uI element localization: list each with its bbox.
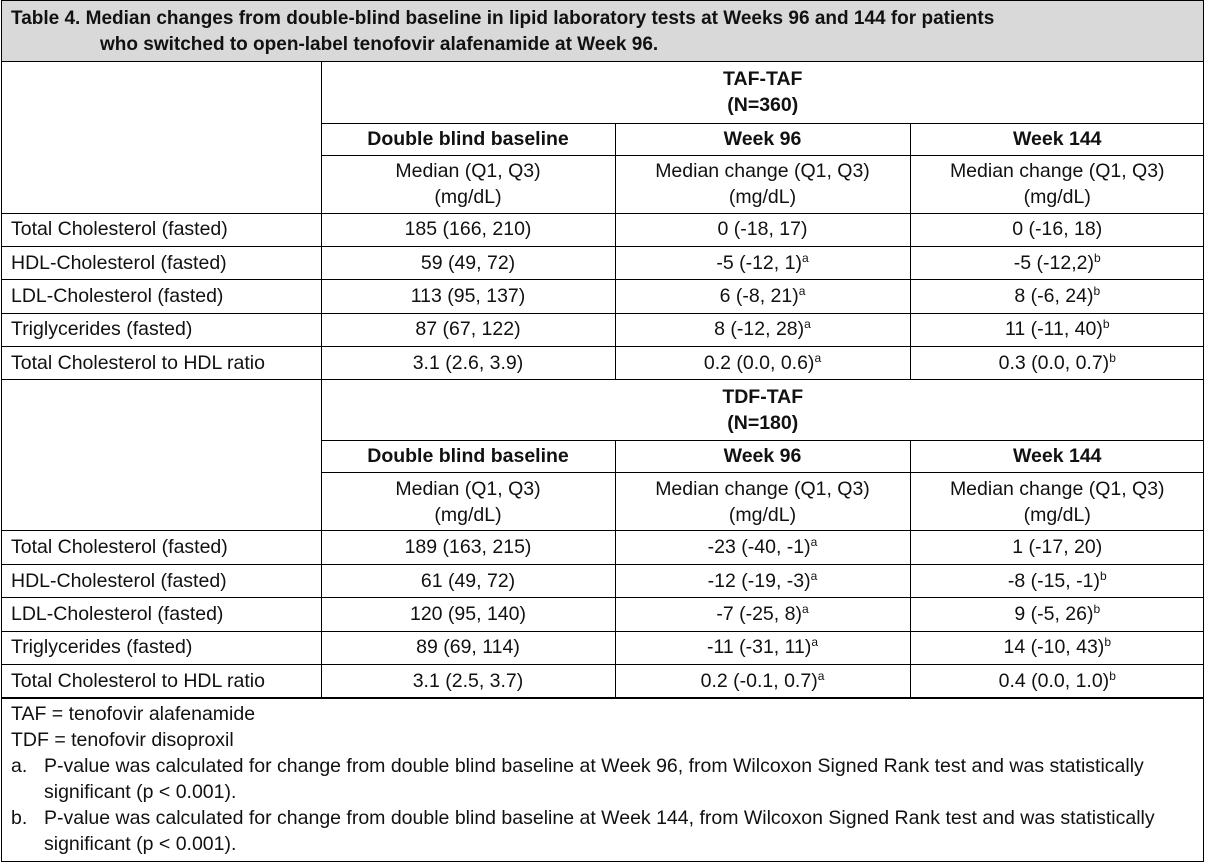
footnote-a-mark: a.	[11, 755, 28, 778]
row-label: Total Cholesterol to HDL ratio	[1, 665, 321, 698]
title-line-2: who switched to open-label tenofovir alafenamide at Week 96.	[100, 34, 659, 55]
week96-value	[615, 531, 910, 564]
units-statistic: Median change (Q1, Q3)	[949, 477, 1165, 500]
table-row	[1, 631, 1204, 664]
cell-value: -8 (-15, -1)	[1007, 569, 1100, 592]
lipid-table-body	[1, 62, 1204, 698]
week96-value	[615, 631, 910, 664]
units-measure: (mg/dL)	[1023, 503, 1091, 526]
column-header: Double blind baseline	[321, 123, 615, 155]
week96-value	[615, 564, 910, 597]
cell-value: 6 (-8, 21)	[719, 284, 799, 307]
footnote-b	[11, 805, 1195, 857]
footnotes	[2, 698, 1203, 857]
cell-value: 9 (-5, 26)	[1014, 602, 1094, 625]
group-n: (N=360)	[727, 94, 799, 117]
column-header: Double blind baseline	[321, 441, 615, 473]
table-document	[1, 0, 1204, 862]
abbr-tdf: TDF = tenofovir disoproxil	[11, 729, 234, 752]
footnote-marker: b	[1093, 601, 1101, 616]
week144-value	[910, 347, 1204, 380]
baseline-value: 87 (67, 122)	[321, 313, 615, 346]
abbr-taf: TAF = tenofovir alafenamide	[11, 703, 256, 726]
table-title	[2, 1, 1203, 62]
week144-value	[910, 598, 1204, 631]
units-measure: (mg/dL)	[434, 503, 502, 526]
week144-value	[910, 313, 1204, 346]
row-label: HDL-Cholesterol (fasted)	[1, 564, 321, 597]
baseline-value: 89 (69, 114)	[321, 631, 615, 664]
units-cell	[910, 473, 1204, 531]
stub-blank-cell	[1, 62, 321, 213]
column-header: Week 144	[910, 441, 1204, 473]
table-row	[1, 246, 1204, 279]
baseline-value: 185 (166, 210)	[321, 213, 615, 246]
week144-value	[910, 246, 1204, 279]
row-label: Total Cholesterol to HDL ratio	[1, 347, 321, 380]
cell-value: 1 (-17, 20)	[1012, 536, 1103, 559]
week144-value	[910, 280, 1204, 313]
baseline-value: 113 (95, 137)	[321, 280, 615, 313]
stub-blank-cell	[1, 380, 321, 531]
week96-value	[615, 598, 910, 631]
week96-value	[615, 280, 910, 313]
footnote-marker: a	[810, 535, 818, 550]
footnote-marker: b	[1099, 568, 1107, 583]
cell-value: -5 (-12,2)	[1013, 251, 1094, 274]
group-header	[321, 380, 1204, 441]
cell-value: 0 (-18, 17)	[717, 218, 808, 241]
week144-value	[910, 564, 1204, 597]
table-row	[1, 313, 1204, 346]
footnote-a	[11, 753, 1195, 805]
footnote-marker: a	[798, 283, 806, 298]
footnote-marker: b	[1109, 668, 1116, 683]
units-cell	[910, 155, 1204, 213]
units-measure: (mg/dL)	[728, 503, 797, 526]
footnote-marker: a	[817, 668, 825, 683]
group-name: TAF-TAF	[723, 68, 803, 91]
baseline-value: 189 (163, 215)	[321, 531, 615, 564]
cell-value: -12 (-19, -3)	[707, 569, 811, 592]
footnote-a-text: P-value was calculated for change from double blind baseline at Week 96, from Wilcoxon Signed Rank test and was statistically significant (p < 0.001).	[44, 755, 1144, 804]
group-header-row	[1, 62, 1204, 123]
footnote-marker: a	[801, 250, 809, 265]
table-row	[1, 665, 1204, 698]
row-label: Triglycerides (fasted)	[1, 313, 321, 346]
table-row	[1, 598, 1204, 631]
cell-value: 8 (-6, 24)	[1014, 284, 1094, 307]
row-label: Total Cholesterol (fasted)	[1, 213, 321, 246]
cell-value: 0.4 (0.0, 1.0)	[998, 669, 1110, 692]
cell-value: 0 (-16, 18)	[1012, 218, 1103, 241]
cell-value: -7 (-25, 8)	[716, 602, 802, 625]
lipid-table	[1, 62, 1204, 698]
row-label: Total Cholesterol (fasted)	[1, 531, 321, 564]
units-cell	[615, 473, 910, 531]
units-statistic: Median change (Q1, Q3)	[949, 160, 1165, 182]
units-statistic: Median (Q1, Q3)	[395, 160, 541, 182]
week144-value	[910, 531, 1204, 564]
baseline-value: 61 (49, 72)	[321, 564, 615, 597]
cell-value: 11 (-11, 40)	[1004, 318, 1103, 341]
footnote-marker: a	[801, 601, 809, 616]
baseline-value: 59 (49, 72)	[321, 246, 615, 279]
footnote-b-mark: b.	[11, 807, 28, 830]
units-cell	[615, 155, 910, 213]
footnote-marker: a	[814, 350, 822, 365]
cell-value: -11 (-31, 11)	[706, 636, 812, 659]
column-header: Week 96	[615, 123, 910, 155]
units-statistic: Median change (Q1, Q3)	[655, 160, 870, 182]
cell-value: -23 (-40, -1)	[707, 536, 811, 559]
units-measure: (mg/dL)	[1023, 186, 1091, 208]
footnote-marker: b	[1109, 350, 1116, 365]
footnote-marker: a	[804, 317, 811, 332]
group-header-row	[1, 380, 1204, 441]
group-name: TDF-TAF	[722, 386, 804, 409]
footnote-marker: a	[810, 568, 818, 583]
row-label: Triglycerides (fasted)	[1, 631, 321, 664]
cell-value: -5 (-12, 1)	[716, 251, 802, 274]
title-line-1: Table 4. Median changes from double-blind baseline in lipid laboratory tests at Weeks 96 and 144 for patients	[11, 8, 995, 29]
footnote-marker: a	[811, 635, 819, 650]
row-label: LDL-Cholesterol (fasted)	[1, 280, 321, 313]
units-statistic: Median change (Q1, Q3)	[655, 477, 870, 500]
table-row	[1, 280, 1204, 313]
week144-value	[910, 665, 1204, 698]
group-header	[321, 62, 1204, 123]
cell-value: 0.3 (0.0, 0.7)	[998, 351, 1110, 374]
week144-value	[910, 213, 1204, 246]
units-cell	[321, 155, 615, 213]
row-label: LDL-Cholesterol (fasted)	[1, 598, 321, 631]
footnote-marker: b	[1094, 250, 1101, 265]
units-statistic: Median (Q1, Q3)	[395, 477, 541, 500]
table-row	[1, 347, 1204, 380]
table-row	[1, 531, 1204, 564]
units-measure: (mg/dL)	[434, 186, 502, 208]
cell-value: 0.2 (0.0, 0.6)	[703, 351, 815, 374]
baseline-value: 120 (95, 140)	[321, 598, 615, 631]
footnote-marker: b	[1093, 283, 1101, 298]
row-label: HDL-Cholesterol (fasted)	[1, 246, 321, 279]
units-cell	[321, 473, 615, 531]
footnote-marker: b	[1102, 317, 1110, 332]
footnote-marker: b	[1104, 635, 1111, 650]
baseline-value: 3.1 (2.5, 3.7)	[321, 665, 615, 698]
week96-value	[615, 213, 910, 246]
column-header: Week 96	[615, 441, 910, 473]
week96-value	[615, 246, 910, 279]
cell-value: 14 (-10, 43)	[1003, 636, 1105, 659]
week96-value	[615, 347, 910, 380]
week96-value	[615, 665, 910, 698]
table-row	[1, 213, 1204, 246]
week144-value	[910, 631, 1204, 664]
footnote-b-text: P-value was calculated for change from double blind baseline at Week 144, from Wilcoxon Signed Rank test and was statistically significant (p < 0.001).	[44, 807, 1155, 856]
column-header: Week 144	[910, 123, 1204, 155]
week96-value	[615, 313, 910, 346]
baseline-value: 3.1 (2.6, 3.9)	[321, 347, 615, 380]
units-measure: (mg/dL)	[728, 186, 797, 208]
cell-value: 0.2 (-0.1, 0.7)	[700, 669, 818, 692]
cell-value: 8 (-12, 28)	[714, 318, 805, 341]
table-row	[1, 564, 1204, 597]
group-n: (N=180)	[727, 412, 799, 435]
